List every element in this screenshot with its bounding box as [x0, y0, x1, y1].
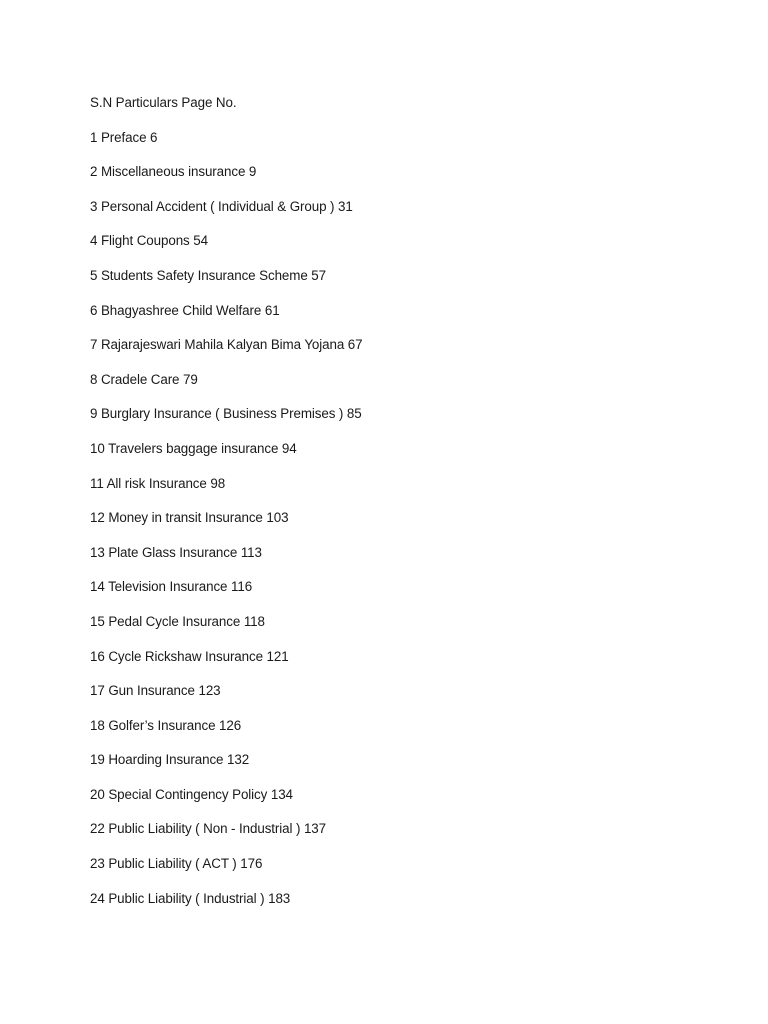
toc-entry: 3 Personal Accident ( Individual & Group ) 31: [90, 198, 353, 214]
toc-entry: 12 Money in transit Insurance 103: [90, 510, 289, 526]
toc-entry: 10 Travelers baggage insurance 94: [90, 440, 297, 456]
toc-entry: 9 Burglary Insurance ( Business Premises ) 85: [90, 406, 362, 422]
toc-entry: 5 Students Safety Insurance Scheme 57: [90, 267, 326, 283]
toc-entry: 17 Gun Insurance 123: [90, 683, 221, 699]
toc-entry: 16 Cycle Rickshaw Insurance 121: [90, 648, 289, 664]
toc-entry: 14 Television Insurance 116: [90, 579, 253, 595]
toc-entry: 6 Bhagyashree Child Welfare 61: [90, 302, 280, 318]
toc-entry: 23 Public Liability ( ACT ) 176: [90, 856, 263, 872]
toc-entry: 19 Hoarding Insurance 132: [90, 752, 250, 768]
toc-entry: 8 Cradele Care 79: [90, 371, 198, 387]
toc-header: S.N Particulars Page No.: [90, 95, 237, 110]
toc-entry: 11 All risk Insurance 98: [90, 475, 226, 491]
toc-entry: 4 Flight Coupons 54: [90, 233, 208, 249]
toc-entry: 20 Special Contingency Policy 134: [90, 786, 293, 802]
toc-entry: 1 Preface 6: [90, 129, 158, 145]
toc-entry: 18 Golfer’s Insurance 126: [90, 717, 242, 733]
toc-entry: 13 Plate Glass Insurance 113: [90, 544, 262, 560]
toc-entry: 24 Public Liability ( Industrial ) 183: [90, 890, 291, 906]
toc-entry: 15 Pedal Cycle Insurance 118: [90, 613, 265, 629]
toc-entry: 7 Rajarajeswari Mahila Kalyan Bima Yojana 67: [90, 337, 363, 353]
table-of-contents: [90, 94, 730, 924]
toc-entry: 22 Public Liability ( Non - Industrial ) 137: [90, 821, 327, 837]
toc-entry: 2 Miscellaneous insurance 9: [90, 164, 257, 180]
